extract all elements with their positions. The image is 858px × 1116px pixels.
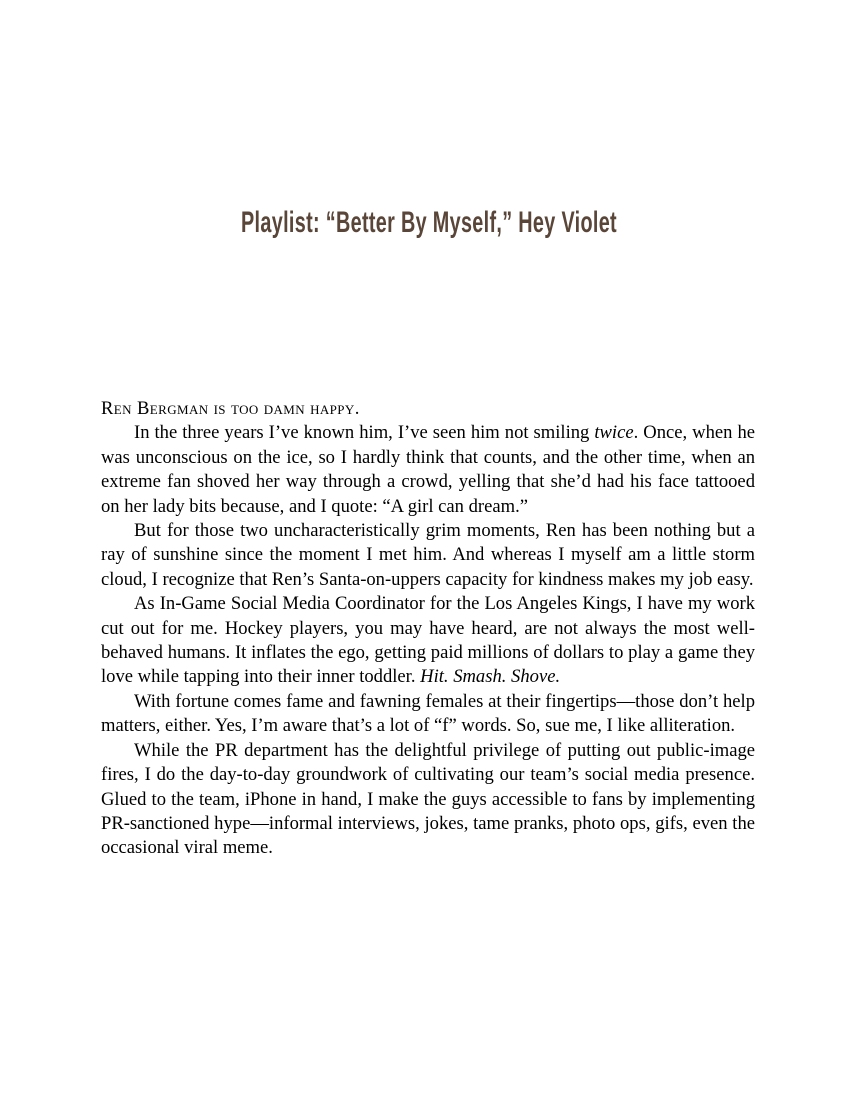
text-run: With fortune comes fame and fawning females at their fingertips—those don’t help matters, either. Yes, I’m aware that’s a lot of “f” words. So, sue me, I like alliteration. [101,690,755,737]
body-paragraph [101,739,755,861]
text-run: Ren Bergman is too damn happy. [101,398,360,419]
body-paragraph [101,519,755,592]
text-run: . Once, when he was unconscious on the ice, so I hardly think that counts, and the other time, when an extreme fan shoved her way through a crowd, yelling that she’d had his face tattooed on her lady bits because, and I quote: “A girl can dream.” [101,422,756,517]
body-paragraph [101,592,755,690]
italic-emphasis: twice [594,422,634,444]
chapter-body [101,397,755,861]
text-run: As In-Game Social Media Coordinator for the Los Angeles Kings, I have my work cut out for me. Hockey players, you may have heard, are not always the most well-behaved humans. It inflates the ego, getting paid millions of dollars to play a game they love while tapping into their inner toddler. [101,593,755,688]
text-run: But for those two uncharacteristically grim moments, Ren has been nothing but a ray of sunshine since the moment I met him. And whereas I myself am a little storm cloud, I recognize that Ren’s Santa-on-uppers capacity for kindness makes my job easy. [101,520,755,590]
text-run: In the three years I’ve known him, I’ve seen him not smiling [134,422,595,444]
text-run: While the PR department has the delightful privilege of putting out public-image fires, I do the day-to-day groundwork of cultivating our team’s social media presence. Glued to the team, iPhone in hand, I make the guys accessible to fans by implementing PR-sanctioned hype—informal interviews, jokes, tame pranks, photo ops, gifs, even the occasional viral meme. [101,739,755,859]
body-paragraph [101,421,755,519]
opening-line [101,397,755,421]
body-paragraph [101,690,755,739]
chapter-heading: Playlist: “Better By Myself,” Hey Violet [241,206,617,239]
italic-emphasis: Hit. Smash. Shove. [420,666,561,688]
